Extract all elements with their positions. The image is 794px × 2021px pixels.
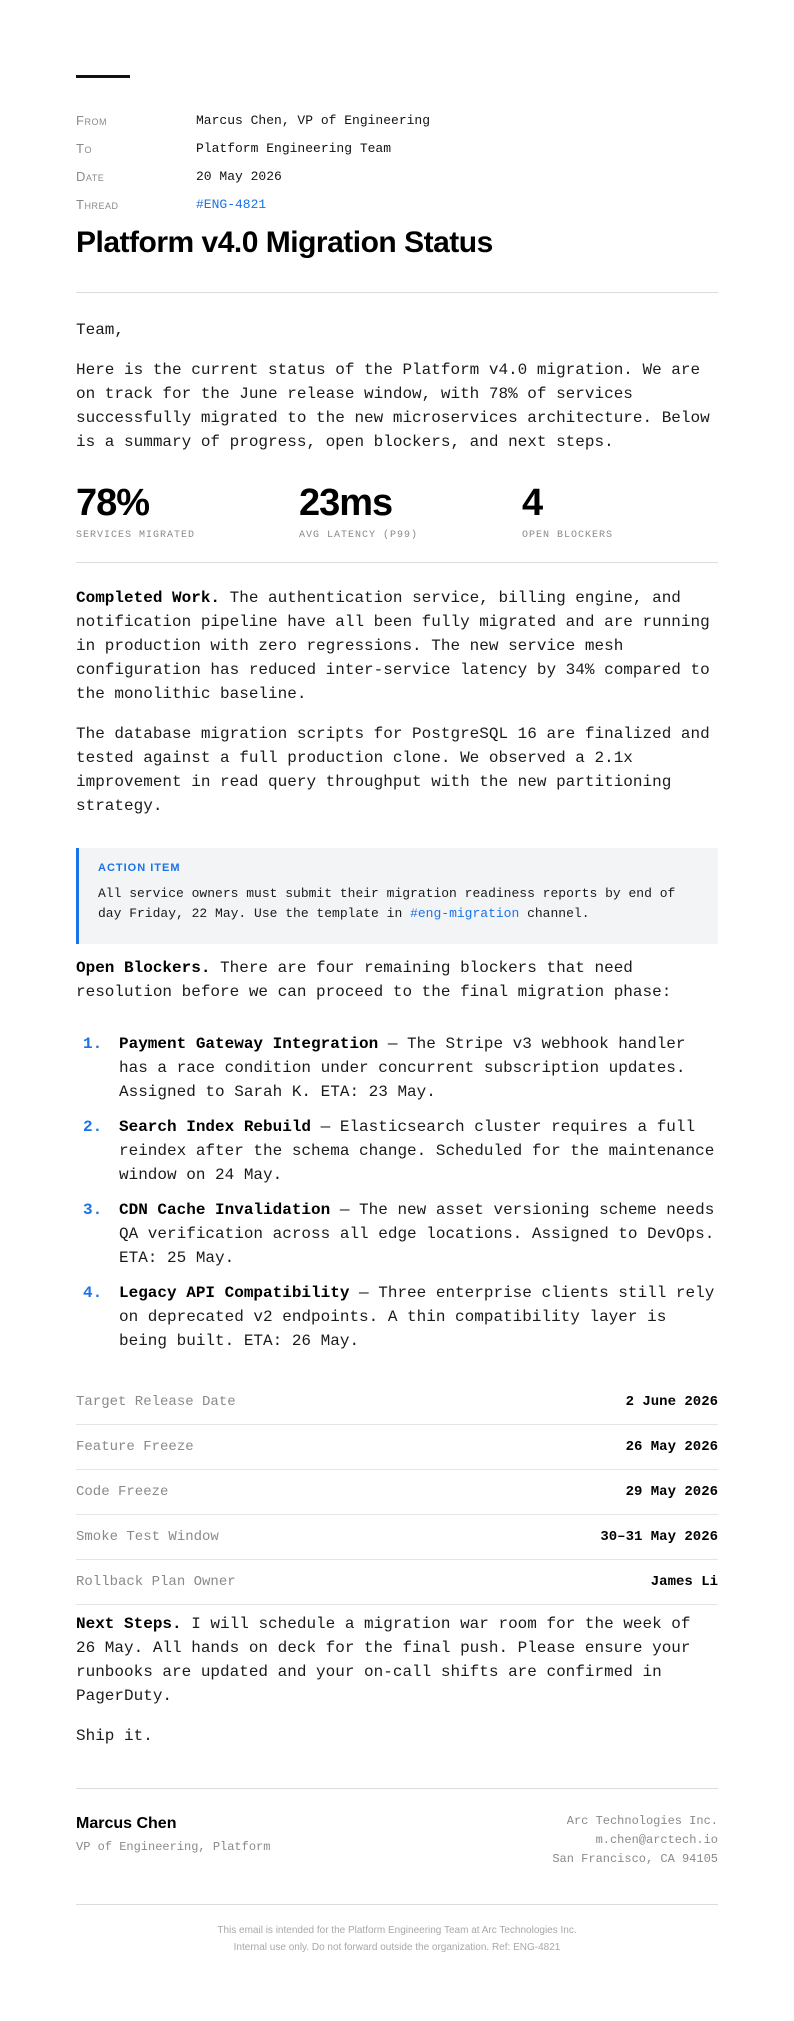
schedule-table (76, 1380, 718, 1605)
stat-label: OPEN BLOCKERS (522, 530, 614, 541)
signature-divider (76, 1788, 718, 1789)
thread-label: Thread (76, 196, 119, 212)
next-steps-paragraph (76, 1612, 718, 1708)
stat-label: AVG LATENCY (P99) (299, 530, 419, 541)
signature-title: VP of Engineering, Platform (76, 1840, 271, 1854)
stats-divider (76, 562, 718, 563)
stat-services-migrated (76, 482, 195, 541)
blocker-item (76, 1198, 718, 1270)
top-accent-bar (76, 75, 130, 78)
next-steps-text: I will schedule a migration war room for the week of 26 May. All hands on deck for the final push. Please ensure your runbooks are updated and your on-call shifts are confirmed in PagerDuty. (76, 1615, 691, 1705)
blocker-number: 2. (83, 1118, 103, 1136)
stat-value: 23ms (299, 482, 393, 524)
eng-migration-channel-link[interactable]: #eng-migration (410, 906, 520, 921)
from-value: Marcus Chen, VP of Engineering (196, 112, 431, 128)
blockers-list (76, 1032, 718, 1364)
footer-line-2: Internal use only. Do not forward outside the organization. Ref: ENG-4821 (233, 1942, 561, 1953)
open-blockers-intro (76, 956, 718, 1004)
greeting: Team, (76, 321, 125, 339)
stat-label: SERVICES MIGRATED (76, 530, 196, 541)
signature-location: San Francisco, CA 94105 (552, 1852, 718, 1866)
email-title: Platform v4.0 Migration Status (76, 226, 493, 259)
footer-divider (76, 1904, 718, 1905)
completed-work-paragraph (76, 586, 718, 706)
next-steps-heading: Next Steps. (76, 1615, 182, 1633)
blocker-number: 1. (83, 1035, 103, 1053)
footer-line-1: This email is intended for the Platform Engineering Team at Arc Technologies Inc. (217, 1925, 577, 1936)
schedule-label: Code Freeze (76, 1484, 169, 1500)
email-header (76, 106, 718, 218)
blocker-number: 4. (83, 1284, 103, 1302)
schedule-row (76, 1380, 718, 1425)
database-paragraph: The database migration scripts for PostgreSQL 16 are finalized and tested against a full production clone. We observed a 2.1x improvement in read query throughput with the new partitioning strategy. (76, 725, 710, 815)
email-footer (76, 1922, 718, 1956)
blocker-item (76, 1281, 718, 1353)
signature-contact (552, 1812, 718, 1869)
stat-value: 4 (522, 482, 543, 524)
to-label: To (76, 140, 92, 156)
blocker-title: Legacy API Compatibility (119, 1284, 350, 1302)
open-blockers-text: There are four remaining blockers that need resolution before we can proceed to the final migration phase: (76, 959, 672, 1001)
schedule-value: James Li (650, 1574, 718, 1590)
blocker-item (76, 1115, 718, 1187)
schedule-label: Feature Freeze (76, 1439, 194, 1455)
schedule-row (76, 1560, 718, 1605)
stat-open-blockers (522, 482, 613, 541)
action-item-text: All service owners must submit their migration readiness reports by end of day Friday, 22 May. Use the template in (98, 886, 676, 921)
action-item-text-end: channel. (519, 906, 590, 921)
to-value: Platform Engineering Team (196, 140, 392, 156)
action-item-body (98, 884, 700, 924)
from-row (76, 106, 718, 134)
schedule-row (76, 1515, 718, 1560)
stat-avg-latency (299, 482, 418, 541)
to-row (76, 134, 718, 162)
from-label: From (76, 112, 107, 128)
blocker-item (76, 1032, 718, 1104)
blocker-title: CDN Cache Invalidation (119, 1201, 331, 1219)
blocker-title: Payment Gateway Integration (119, 1035, 379, 1053)
closing-line: Ship it. (76, 1727, 153, 1745)
signature-company: Arc Technologies Inc. (566, 1814, 718, 1828)
thread-link[interactable]: #ENG-4821 (196, 196, 267, 212)
blocker-text: — Three enterprise clients still rely on deprecated v2 endpoints. A thin compatibility layer is being built. ETA: 26 May. (119, 1284, 715, 1350)
signature-email[interactable]: m.chen@arctech.io (595, 1833, 718, 1847)
blocker-text: — The Stripe v3 webhook handler has a race condition under concurrent subscription updates. Assigned to Sarah K. ETA: 23 May. (119, 1035, 686, 1101)
signature-name: Marcus Chen (76, 1815, 177, 1832)
blocker-text: — The new asset versioning scheme needs QA verification across all edge locations. Assigned to DevOps. ETA: 25 May. (119, 1201, 715, 1267)
date-value: 20 May 2026 (196, 168, 282, 184)
open-blockers-heading: Open Blockers. (76, 959, 211, 977)
schedule-row (76, 1425, 718, 1470)
blocker-title: Search Index Rebuild (119, 1118, 312, 1136)
completed-work-text: The authentication service, billing engine, and notification pipeline have all been fully migrated and are running in production with zero regressions. The new service mesh configuration has reduced inter-service latency by 34% compared to the monolithic baseline. (76, 589, 710, 703)
completed-work-heading: Completed Work. (76, 589, 221, 607)
title-divider (76, 292, 718, 293)
schedule-value: 30–31 May 2026 (600, 1529, 718, 1545)
stat-value: 78% (76, 482, 150, 524)
schedule-label: Smoke Test Window (76, 1529, 219, 1545)
action-item-callout (76, 848, 718, 944)
thread-row (76, 190, 718, 218)
stats-row (76, 482, 718, 544)
schedule-label: Rollback Plan Owner (76, 1574, 236, 1590)
schedule-row (76, 1470, 718, 1515)
date-row (76, 162, 718, 190)
action-item-title: ACTION ITEM (98, 862, 181, 874)
schedule-label: Target Release Date (76, 1394, 236, 1410)
schedule-value: 2 June 2026 (625, 1394, 718, 1410)
schedule-value: 29 May 2026 (625, 1484, 718, 1500)
date-label: Date (76, 168, 105, 184)
blocker-text: — Elasticsearch cluster requires a full reindex after the schema change. Scheduled for the maintenance window on 24 May. (119, 1118, 715, 1184)
intro-paragraph: Here is the current status of the Platform v4.0 migration. We are on track for the June release window, with 78% of services successfully migrated to the new microservices architecture. Below is a summary of progress, open blockers, and next steps. (76, 361, 710, 451)
schedule-value: 26 May 2026 (625, 1439, 718, 1455)
blocker-number: 3. (83, 1201, 103, 1219)
